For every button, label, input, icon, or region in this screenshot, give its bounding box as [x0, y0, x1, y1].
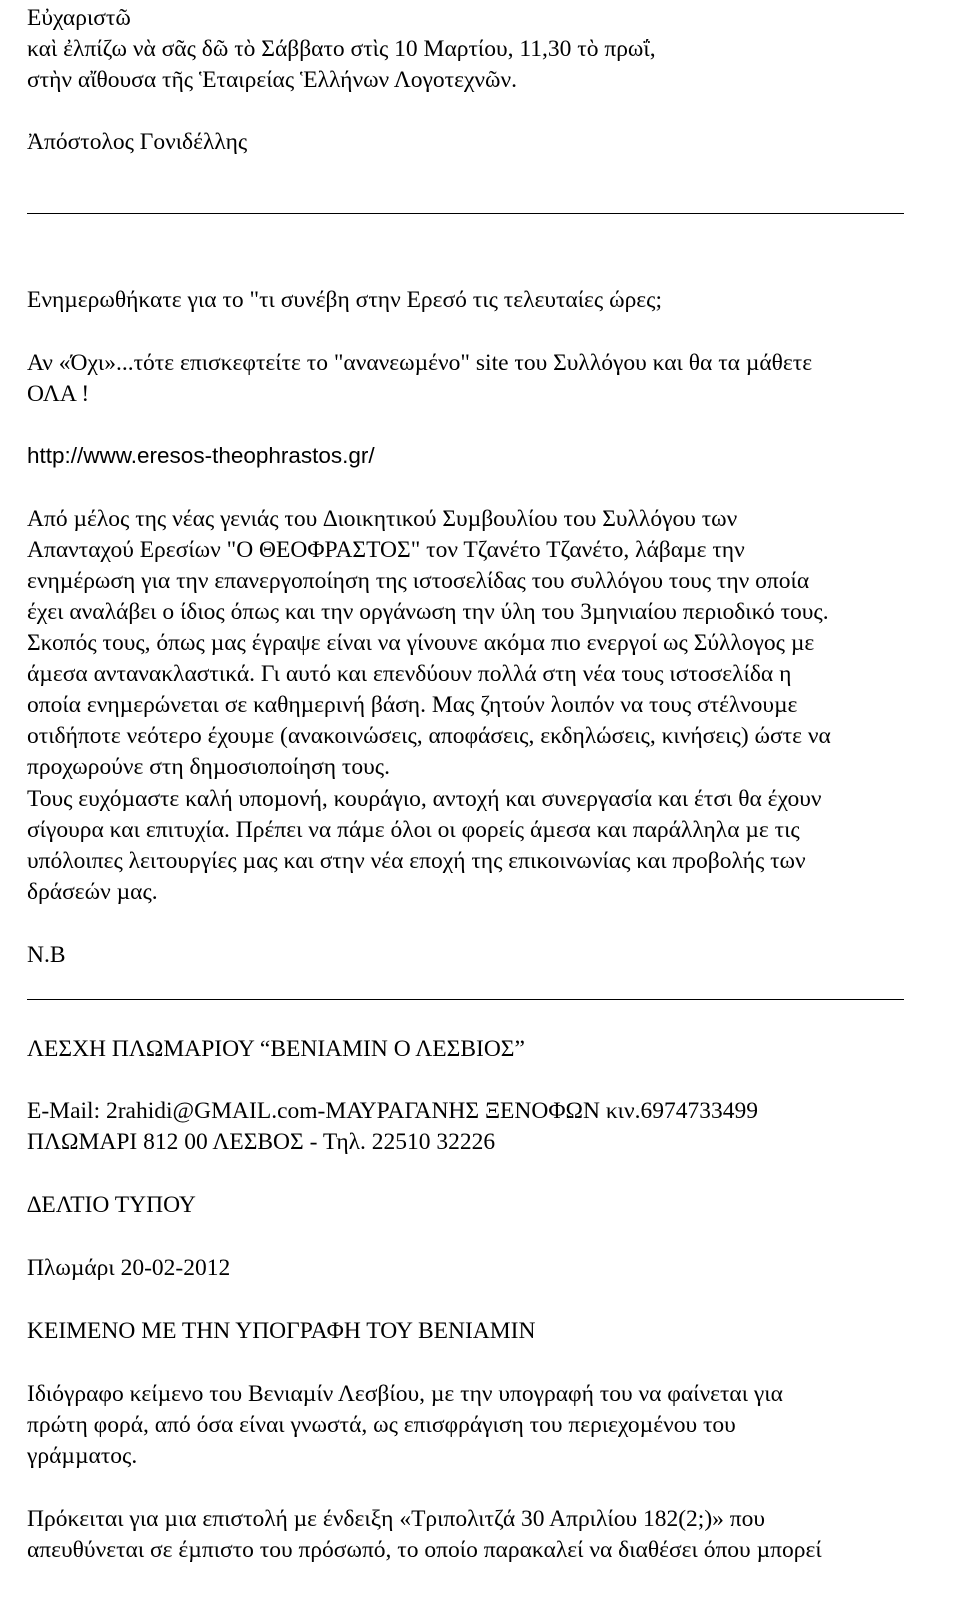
announcement-question: Ενηµερωθήκατε για το "τι συνέβη στην Ερεσό τις τελευταίες ώρες; [27, 287, 662, 313]
paragraph-line: πρώτη φορά, από όσα είναι γνωστά, ως επισφράγιση του περιεχοµένου του [27, 1412, 736, 1438]
website-link[interactable]: http://www.eresos-theophrastos.gr/ [27, 443, 375, 468]
paragraph-line: δράσεών µας. [27, 879, 158, 905]
contact-address: ΠΛΩΜΑΡΙ 812 00 ΛΕΣΒΟΣ - Τηλ. 22510 32226 [27, 1129, 496, 1155]
nb-note: Ν.Β [27, 942, 66, 968]
press-release-headline: ΚΕΙΜΕΝΟ ΜΕ ΤΗΝ ΥΠΟΓΡΑΦΗ ΤΟΥ ΒΕΝΙΑΜΙΝ [27, 1318, 536, 1344]
announcement-line-b: ΟΛΑ ! [27, 381, 90, 407]
club-name: ΛΕΣΧΗ ΠΛΩΜΑΡΙΟΥ “ΒΕΝΙΑΜΙΝ Ο ΛΕΣΒΙΟΣ” [27, 1036, 525, 1062]
paragraph-line: Ιδιόγραφο κείµενο του Βενιαµίν Λεσβίου, µε την υπογραφή του να φαίνεται για [27, 1381, 783, 1407]
separator-rule-1 [27, 213, 904, 214]
paragraph-line: Από µέλος της νέας γενιάς του ∆ιοικητικού Συµβουλίου του Συλλόγου των [27, 506, 738, 532]
paragraph-line: οτιδήποτε νεότερο έχουµε (ανακοινώσεις, αποφάσεις, εκδηλώσεις, κινήσεις) ώστε να [27, 723, 831, 749]
signature-name: Ἀπόστολος Γονιδέλλης [27, 129, 248, 155]
press-release-title: ∆ΕΛΤΙΟ ΤΥΠΟΥ [27, 1192, 196, 1218]
paragraph-line: Απανταχού Ερεσίων "Ο ΘΕΟΦΡΑΣΤΟΣ" τον Τζανέτο Τζανέτο, λάβαµε την [27, 537, 745, 563]
paragraph-line: έχει αναλάβει ο ίδιος όπως και την οργάνωση την ύλη του 3µηνιαίου περιοδικό τους. [27, 599, 829, 625]
invitation-line-1: καὶ ἐλπίζω νὰ σᾶς δῶ τὸ Σάββατο στὶς 10 Μαρτίου, 11,30 τὸ πρωΐ, [27, 36, 656, 62]
invitation-line-2: στὴν αἴθουσα τῆς Ἑταιρείας Ἑλλήνων Λογοτεχνῶν. [27, 67, 518, 93]
press-release-date: Πλωµάρι 20-02-2012 [27, 1255, 231, 1281]
contact-email: E-Mail: 2rahidi@GMAIL.com-ΜΑΥΡΑΓΑΝΗΣ ΞΕΝΟΦΩΝ κιν.6974733499 [27, 1098, 759, 1124]
announcement-line-a: Αν «Όχι»...τότε επισκεφτείτε το "ανανεωµένο" site του Συλλόγου και θα τα µάθετε [27, 350, 813, 376]
paragraph-line: προχωρούνε στη δηµοσιοποίηση τους. [27, 754, 390, 780]
paragraph-line: ενηµέρωση για την επανεργοποίηση της ιστοσελίδας του συλλόγου τους την οποία [27, 568, 810, 594]
paragraph-line: Πρόκειται για µια επιστολή µε ένδειξη «Τριπολιτζά 30 Απριλίου 182(2;)» που [27, 1506, 766, 1532]
paragraph-line: Σκοπός τους, όπως µας έγραψε είναι να γίνουνε ακόµα πιο ενεργοί ως Σύλλογος µε [27, 630, 815, 656]
paragraph-line: σίγουρα και επιτυχία. Πρέπει να πάµε όλοι οι φορείς άµεσα και παράλληλα µε τις [27, 817, 800, 843]
paragraph-line: απευθύνεται σε έµπιστο του πρόσωπό, το οποίο παρακαλεί να διαθέσει όπου µπορεί [27, 1537, 822, 1563]
paragraph-line: άµεσα αντανακλαστικά. Γι αυτό και επενδύουν πολλά στη νέα τους ιστοσελίδα η [27, 661, 792, 687]
paragraph-line: υπόλοιπες λειτουργίες µας και στην νέα εποχή της επικοινωνίας και προβολής των [27, 848, 806, 874]
paragraph-line: Τους ευχόµαστε καλή υποµονή, κουράγιο, αντοχή και συνεργασία και έτσι θα έχουν [27, 786, 822, 812]
paragraph-line: γράµµατος. [27, 1443, 138, 1469]
thanks-line: Εὐχαριστῶ [27, 5, 131, 31]
separator-rule-2 [27, 999, 904, 1000]
paragraph-line: οποία ενηµερώνεται σε καθηµερινή βάση. Μας ζητούν λοιπόν να τους στέλνουµε [27, 692, 798, 718]
